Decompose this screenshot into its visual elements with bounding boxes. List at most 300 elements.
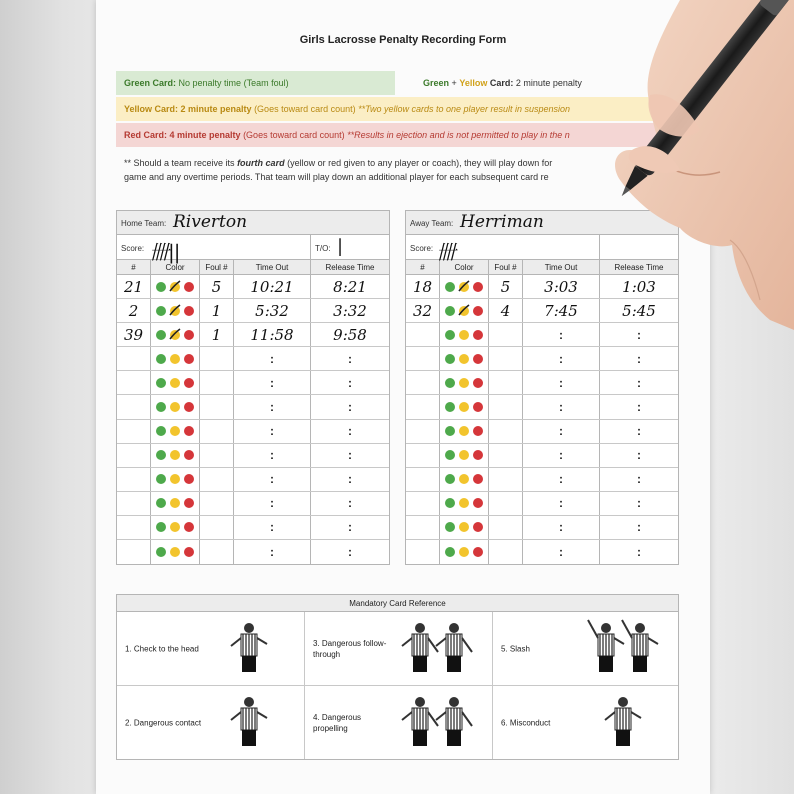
card-reference-item <box>493 686 678 759</box>
time-colon: : <box>559 545 563 560</box>
yellow-card-dot[interactable] <box>170 402 180 412</box>
green-card-dot[interactable] <box>445 378 455 388</box>
release-cell[interactable] <box>311 492 389 515</box>
card-color-selector[interactable] <box>440 323 489 346</box>
card-color-selector[interactable] <box>440 299 489 322</box>
foul-cell[interactable] <box>200 323 234 346</box>
red-card-dot[interactable] <box>473 547 483 557</box>
out-cell[interactable] <box>234 347 311 370</box>
out-cell[interactable] <box>234 371 311 394</box>
time-colon: : <box>348 424 352 439</box>
release-cell[interactable] <box>600 516 678 539</box>
yellow-card-dot[interactable] <box>170 450 180 460</box>
penalty-row[interactable] <box>406 540 678 564</box>
red-card-dot[interactable] <box>184 354 194 364</box>
release-cell[interactable] <box>600 347 678 370</box>
yellow-card-dot[interactable] <box>459 474 469 484</box>
foul-cell[interactable] <box>200 492 234 515</box>
checkmark-slash-icon <box>457 303 471 317</box>
handwritten-out: 10:21 <box>250 277 294 296</box>
release-cell[interactable] <box>311 468 389 491</box>
penalty-row[interactable] <box>406 492 678 516</box>
release-cell[interactable] <box>311 323 389 346</box>
card-reference-label: 3. Dangerous follow-through <box>313 638 387 659</box>
home-score-tally[interactable]: 卌|| <box>149 240 180 264</box>
out-cell[interactable] <box>234 444 311 467</box>
hand-holding-marker-image <box>540 0 794 330</box>
num-cell[interactable] <box>406 371 440 394</box>
out-cell[interactable] <box>523 420 600 443</box>
time-colon: : <box>348 496 352 511</box>
red-card-dot[interactable] <box>473 282 483 292</box>
card-color-selector[interactable] <box>440 516 489 539</box>
release-cell[interactable] <box>311 444 389 467</box>
away-team-name[interactable]: Herriman <box>460 212 544 232</box>
red-card-dot[interactable] <box>473 450 483 460</box>
release-cell[interactable] <box>600 420 678 443</box>
foul-cell[interactable] <box>489 540 523 564</box>
num-cell[interactable] <box>406 444 440 467</box>
card-color-selector[interactable] <box>440 371 489 394</box>
handwritten-out: 3:03 <box>544 277 578 296</box>
red-card-dot[interactable] <box>473 330 483 340</box>
foul-cell[interactable] <box>200 371 234 394</box>
referee-signal-illustration <box>204 616 294 680</box>
yellow-card-dot[interactable] <box>459 402 469 412</box>
yellow-card-dot[interactable] <box>170 354 180 364</box>
time-colon: : <box>559 472 563 487</box>
out-cell[interactable] <box>234 299 311 322</box>
card-color-selector[interactable] <box>440 444 489 467</box>
out-cell[interactable] <box>523 492 600 515</box>
foul-cell[interactable] <box>200 516 234 539</box>
penalty-row[interactable] <box>117 371 389 395</box>
num-cell[interactable] <box>406 347 440 370</box>
time-colon: : <box>637 351 641 366</box>
handwritten-out: 11:58 <box>250 325 294 344</box>
green-card-dot[interactable] <box>156 522 166 532</box>
green-card-dot[interactable] <box>156 426 166 436</box>
yellow-card-dot[interactable] <box>459 354 469 364</box>
yellow-card-dot[interactable] <box>459 426 469 436</box>
card-color-selector[interactable] <box>151 516 200 539</box>
checkmark-slash-icon <box>168 327 182 341</box>
card-color-selector[interactable] <box>440 420 489 443</box>
card-color-selector[interactable] <box>151 540 200 564</box>
green-card-dot[interactable] <box>445 282 455 292</box>
green-card-dot[interactable] <box>156 474 166 484</box>
out-cell[interactable] <box>234 420 311 443</box>
time-colon: : <box>270 424 274 439</box>
out-cell[interactable] <box>234 323 311 346</box>
foul-cell[interactable] <box>200 347 234 370</box>
legend-green-yellow-card: Green + Yellow Card: 2 minute penalty <box>423 78 582 88</box>
foul-cell[interactable] <box>200 540 234 564</box>
num-cell[interactable] <box>117 323 151 346</box>
num-cell[interactable] <box>406 395 440 418</box>
time-colon: : <box>559 424 563 439</box>
handwritten-release: 9:58 <box>333 325 367 344</box>
card-color-selector[interactable] <box>151 275 200 298</box>
handwritten-release: 3:32 <box>333 301 367 320</box>
handwritten-release: 5:45 <box>622 301 656 320</box>
time-colon: : <box>348 545 352 560</box>
time-colon: : <box>270 472 274 487</box>
green-card-dot[interactable] <box>445 402 455 412</box>
penalty-row[interactable] <box>117 323 389 347</box>
foul-cell[interactable] <box>489 444 523 467</box>
referee-signal-illustration <box>578 616 668 680</box>
away-score-tally[interactable]: 卌 <box>436 240 455 264</box>
yellow-card-dot[interactable] <box>459 330 469 340</box>
foul-cell[interactable] <box>489 420 523 443</box>
card-color-selector[interactable] <box>440 492 489 515</box>
foul-cell[interactable] <box>489 371 523 394</box>
red-card-dot[interactable] <box>184 450 194 460</box>
time-colon: : <box>270 545 274 560</box>
card-reference-label: 5. Slash <box>501 644 530 653</box>
time-colon: : <box>270 496 274 511</box>
green-card-dot[interactable] <box>445 522 455 532</box>
checkmark-slash-icon <box>168 279 182 293</box>
time-colon: : <box>348 472 352 487</box>
green-card-dot[interactable] <box>156 547 166 557</box>
green-card-dot[interactable] <box>156 330 166 340</box>
time-colon: : <box>348 520 352 535</box>
num-cell[interactable] <box>117 347 151 370</box>
checkmark-slash-icon <box>457 279 471 293</box>
out-cell[interactable] <box>523 395 600 418</box>
card-reference-label: 2. Dangerous contact <box>125 718 202 727</box>
handwritten-num: 18 <box>412 277 433 296</box>
card-color-selector[interactable] <box>151 492 200 515</box>
num-cell[interactable] <box>117 371 151 394</box>
green-card-dot[interactable] <box>156 498 166 508</box>
num-cell[interactable] <box>117 540 151 564</box>
red-card-dot[interactable] <box>473 306 483 316</box>
card-color-selector[interactable] <box>440 395 489 418</box>
yellow-card-dot[interactable] <box>170 498 180 508</box>
yellow-card-dot[interactable] <box>170 474 180 484</box>
out-cell[interactable] <box>523 347 600 370</box>
green-card-dot[interactable] <box>156 402 166 412</box>
yellow-card-dot[interactable] <box>459 378 469 388</box>
referee-signal-illustration <box>578 690 668 754</box>
penalty-row[interactable] <box>406 395 678 419</box>
release-cell[interactable] <box>311 540 389 564</box>
home-timeout-cell[interactable]: T/O: | <box>310 235 391 259</box>
release-cell[interactable] <box>311 371 389 394</box>
out-cell[interactable] <box>523 540 600 564</box>
out-cell[interactable] <box>523 444 600 467</box>
home-team-name[interactable]: Riverton <box>173 212 248 232</box>
yellow-card-dot[interactable] <box>459 498 469 508</box>
handwritten-out: 7:45 <box>544 301 578 320</box>
green-card-dot[interactable] <box>445 547 455 557</box>
away-column-headers: # Color Foul # Time Out Release Time <box>406 260 678 275</box>
home-team-header: Home Team: Riverton <box>117 211 389 235</box>
out-cell[interactable] <box>234 468 311 491</box>
penalty-row[interactable] <box>117 540 389 564</box>
red-card-dot[interactable] <box>473 498 483 508</box>
time-colon: : <box>559 448 563 463</box>
referee-signal-illustration <box>204 690 294 754</box>
red-card-dot[interactable] <box>184 426 194 436</box>
num-cell[interactable] <box>117 444 151 467</box>
num-cell[interactable] <box>117 492 151 515</box>
red-card-dot[interactable] <box>473 402 483 412</box>
handwritten-num: 2 <box>128 301 139 320</box>
num-cell[interactable] <box>406 420 440 443</box>
foul-cell[interactable] <box>200 275 234 298</box>
card-reference-item <box>305 686 493 759</box>
foul-cell[interactable] <box>200 299 234 322</box>
release-cell[interactable] <box>311 395 389 418</box>
time-colon: : <box>637 545 641 560</box>
green-card-dot[interactable] <box>156 378 166 388</box>
time-colon: : <box>559 400 563 415</box>
yellow-card-dot[interactable] <box>459 450 469 460</box>
penalty-row[interactable] <box>406 468 678 492</box>
green-card-dot[interactable] <box>445 450 455 460</box>
penalty-row[interactable] <box>117 275 389 299</box>
out-cell[interactable] <box>234 540 311 564</box>
away-team-header: Away Team: Herriman <box>406 211 678 235</box>
home-timeout-value: | <box>337 236 344 257</box>
checkmark-slash-icon <box>168 303 182 317</box>
green-card-dot[interactable] <box>445 474 455 484</box>
time-colon: : <box>637 520 641 535</box>
green-card-dot[interactable] <box>445 354 455 364</box>
time-colon: : <box>559 496 563 511</box>
num-cell[interactable] <box>117 299 151 322</box>
green-card-dot[interactable] <box>445 426 455 436</box>
legend-green-card: Green Card: No penalty time (Team foul) <box>116 71 395 95</box>
time-colon: : <box>559 375 563 390</box>
num-cell[interactable] <box>406 516 440 539</box>
num-cell[interactable] <box>117 420 151 443</box>
handwritten-foul: 4 <box>500 301 511 320</box>
time-colon: : <box>270 351 274 366</box>
fourth-card-footnote: ** Should a team receive its fourth card (yellow or red given to any player or coach), they will play down for game and any overtime periods. That team will play down an additional player for each subsequent card re <box>124 158 553 182</box>
num-cell[interactable] <box>406 468 440 491</box>
red-card-dot[interactable] <box>184 330 194 340</box>
out-cell[interactable] <box>234 516 311 539</box>
time-colon: : <box>559 520 563 535</box>
out-cell[interactable] <box>523 468 600 491</box>
red-card-dot[interactable] <box>184 306 194 316</box>
red-card-dot[interactable] <box>184 474 194 484</box>
foul-cell[interactable] <box>489 323 523 346</box>
card-color-selector[interactable] <box>151 299 200 322</box>
foul-cell[interactable] <box>489 347 523 370</box>
home-column-headers: # Color Foul # Time Out Release Time <box>117 260 389 275</box>
foul-cell[interactable] <box>489 516 523 539</box>
green-card-dot[interactable] <box>156 354 166 364</box>
release-cell[interactable] <box>311 347 389 370</box>
release-cell[interactable] <box>600 468 678 491</box>
card-reference-table <box>116 594 679 760</box>
time-colon: : <box>637 375 641 390</box>
card-reference-label: 1. Check to the head <box>125 644 199 653</box>
time-colon: : <box>348 351 352 366</box>
penalty-row[interactable] <box>117 395 389 419</box>
handwritten-num: 21 <box>123 277 144 296</box>
card-color-selector[interactable] <box>151 444 200 467</box>
penalty-row[interactable] <box>406 420 678 444</box>
red-card-dot[interactable] <box>184 402 194 412</box>
time-colon: : <box>348 375 352 390</box>
num-cell[interactable] <box>406 323 440 346</box>
red-card-dot[interactable] <box>184 547 194 557</box>
referee-signal-illustration <box>392 690 482 754</box>
green-card-dot[interactable] <box>156 282 166 292</box>
num-cell[interactable] <box>406 540 440 564</box>
card-reference-label: 4. Dangerous propelling <box>313 712 362 733</box>
green-card-dot[interactable] <box>445 306 455 316</box>
green-card-dot[interactable] <box>156 306 166 316</box>
handwritten-release: 8:21 <box>333 277 367 296</box>
release-cell[interactable] <box>600 395 678 418</box>
referee-signal-illustration <box>392 616 482 680</box>
card-reference-item <box>117 612 305 686</box>
green-card-dot[interactable] <box>445 498 455 508</box>
penalty-row[interactable] <box>406 516 678 540</box>
out-cell[interactable] <box>523 371 600 394</box>
foul-cell[interactable] <box>489 275 523 298</box>
time-colon: : <box>348 448 352 463</box>
handwritten-foul: 5 <box>211 277 222 296</box>
release-cell[interactable] <box>311 299 389 322</box>
legend-red-card: Red Card: 4 minute penalty (Goes toward card count) **Results in ejection and is not permitted to play in the n <box>116 123 676 147</box>
red-card-dot[interactable] <box>473 354 483 364</box>
foul-cell[interactable] <box>489 468 523 491</box>
foul-cell[interactable] <box>200 468 234 491</box>
time-colon: : <box>637 424 641 439</box>
num-cell[interactable] <box>117 468 151 491</box>
card-color-selector[interactable] <box>440 468 489 491</box>
release-cell[interactable] <box>311 516 389 539</box>
penalty-row[interactable] <box>117 468 389 492</box>
penalty-row[interactable] <box>117 420 389 444</box>
yellow-card-dot[interactable] <box>459 547 469 557</box>
card-reference-label: 6. Misconduct <box>501 718 551 727</box>
release-cell[interactable] <box>600 540 678 564</box>
time-colon: : <box>637 472 641 487</box>
card-color-selector[interactable] <box>151 347 200 370</box>
num-cell[interactable] <box>406 299 440 322</box>
foul-cell[interactable] <box>489 395 523 418</box>
foul-cell[interactable] <box>489 299 523 322</box>
card-color-selector[interactable] <box>440 540 489 564</box>
penalty-row[interactable] <box>406 371 678 395</box>
num-cell[interactable] <box>117 516 151 539</box>
out-cell[interactable] <box>523 516 600 539</box>
release-cell[interactable] <box>600 371 678 394</box>
num-cell[interactable] <box>406 275 440 298</box>
penalty-row[interactable] <box>117 516 389 540</box>
away-score-row: Score: 卌 <box>406 235 678 260</box>
release-cell[interactable] <box>311 275 389 298</box>
red-card-dot[interactable] <box>473 378 483 388</box>
card-color-selector[interactable] <box>440 347 489 370</box>
penalty-row[interactable] <box>117 347 389 371</box>
handwritten-num: 39 <box>123 325 144 344</box>
foul-cell[interactable] <box>200 444 234 467</box>
red-card-dot[interactable] <box>184 282 194 292</box>
card-color-selector[interactable] <box>440 275 489 298</box>
yellow-card-dot[interactable] <box>170 426 180 436</box>
handwritten-foul: 5 <box>500 277 511 296</box>
penalty-row[interactable] <box>117 492 389 516</box>
release-cell[interactable] <box>600 444 678 467</box>
out-cell[interactable] <box>234 275 311 298</box>
out-cell[interactable] <box>234 395 311 418</box>
penalty-row[interactable] <box>406 444 678 468</box>
penalty-row[interactable] <box>406 347 678 371</box>
time-colon: : <box>270 520 274 535</box>
green-card-dot[interactable] <box>445 330 455 340</box>
foul-cell[interactable] <box>200 395 234 418</box>
release-cell[interactable] <box>311 420 389 443</box>
yellow-card-dot[interactable] <box>170 378 180 388</box>
time-colon: : <box>348 400 352 415</box>
red-card-dot[interactable] <box>473 522 483 532</box>
green-card-dot[interactable] <box>156 450 166 460</box>
penalty-row[interactable] <box>117 444 389 468</box>
handwritten-foul: 1 <box>211 301 222 320</box>
card-reference-title: Mandatory Card Reference <box>117 595 678 612</box>
release-cell[interactable] <box>600 492 678 515</box>
time-colon: : <box>637 327 641 342</box>
foul-cell[interactable] <box>489 492 523 515</box>
time-colon: : <box>637 448 641 463</box>
time-colon: : <box>559 351 563 366</box>
foul-cell[interactable] <box>200 420 234 443</box>
legend-yellow-card: Yellow Card: 2 minute penalty (Goes toward card count) **Two yellow cards to one player result in suspension <box>116 97 676 121</box>
red-card-dot[interactable] <box>184 522 194 532</box>
num-cell[interactable] <box>117 395 151 418</box>
out-cell[interactable] <box>234 492 311 515</box>
time-colon: : <box>270 448 274 463</box>
card-color-selector[interactable] <box>151 371 200 394</box>
red-card-dot[interactable] <box>473 474 483 484</box>
num-cell[interactable] <box>406 492 440 515</box>
card-reference-item <box>117 686 305 759</box>
card-color-selector[interactable] <box>151 323 200 346</box>
card-reference-item <box>493 612 678 686</box>
home-team-table <box>116 210 390 565</box>
handwritten-num: 32 <box>412 301 433 320</box>
red-card-dot[interactable] <box>184 378 194 388</box>
home-penalty-rows <box>117 275 389 564</box>
red-card-dot[interactable] <box>184 498 194 508</box>
yellow-card-dot[interactable] <box>170 522 180 532</box>
handwritten-release: 1:03 <box>622 277 656 296</box>
card-color-selector[interactable] <box>151 420 200 443</box>
red-card-dot[interactable] <box>473 426 483 436</box>
form-title: Girls Lacrosse Penalty Recording Form <box>299 34 507 46</box>
yellow-card-dot[interactable] <box>170 547 180 557</box>
card-reference-item <box>305 612 493 686</box>
yellow-card-dot[interactable] <box>459 522 469 532</box>
home-score-row: Score: 卌|| T/O: | <box>117 235 389 260</box>
penalty-row[interactable] <box>117 299 389 323</box>
time-colon: : <box>270 400 274 415</box>
card-color-selector[interactable] <box>151 468 200 491</box>
card-color-selector[interactable] <box>151 395 200 418</box>
num-cell[interactable] <box>117 275 151 298</box>
